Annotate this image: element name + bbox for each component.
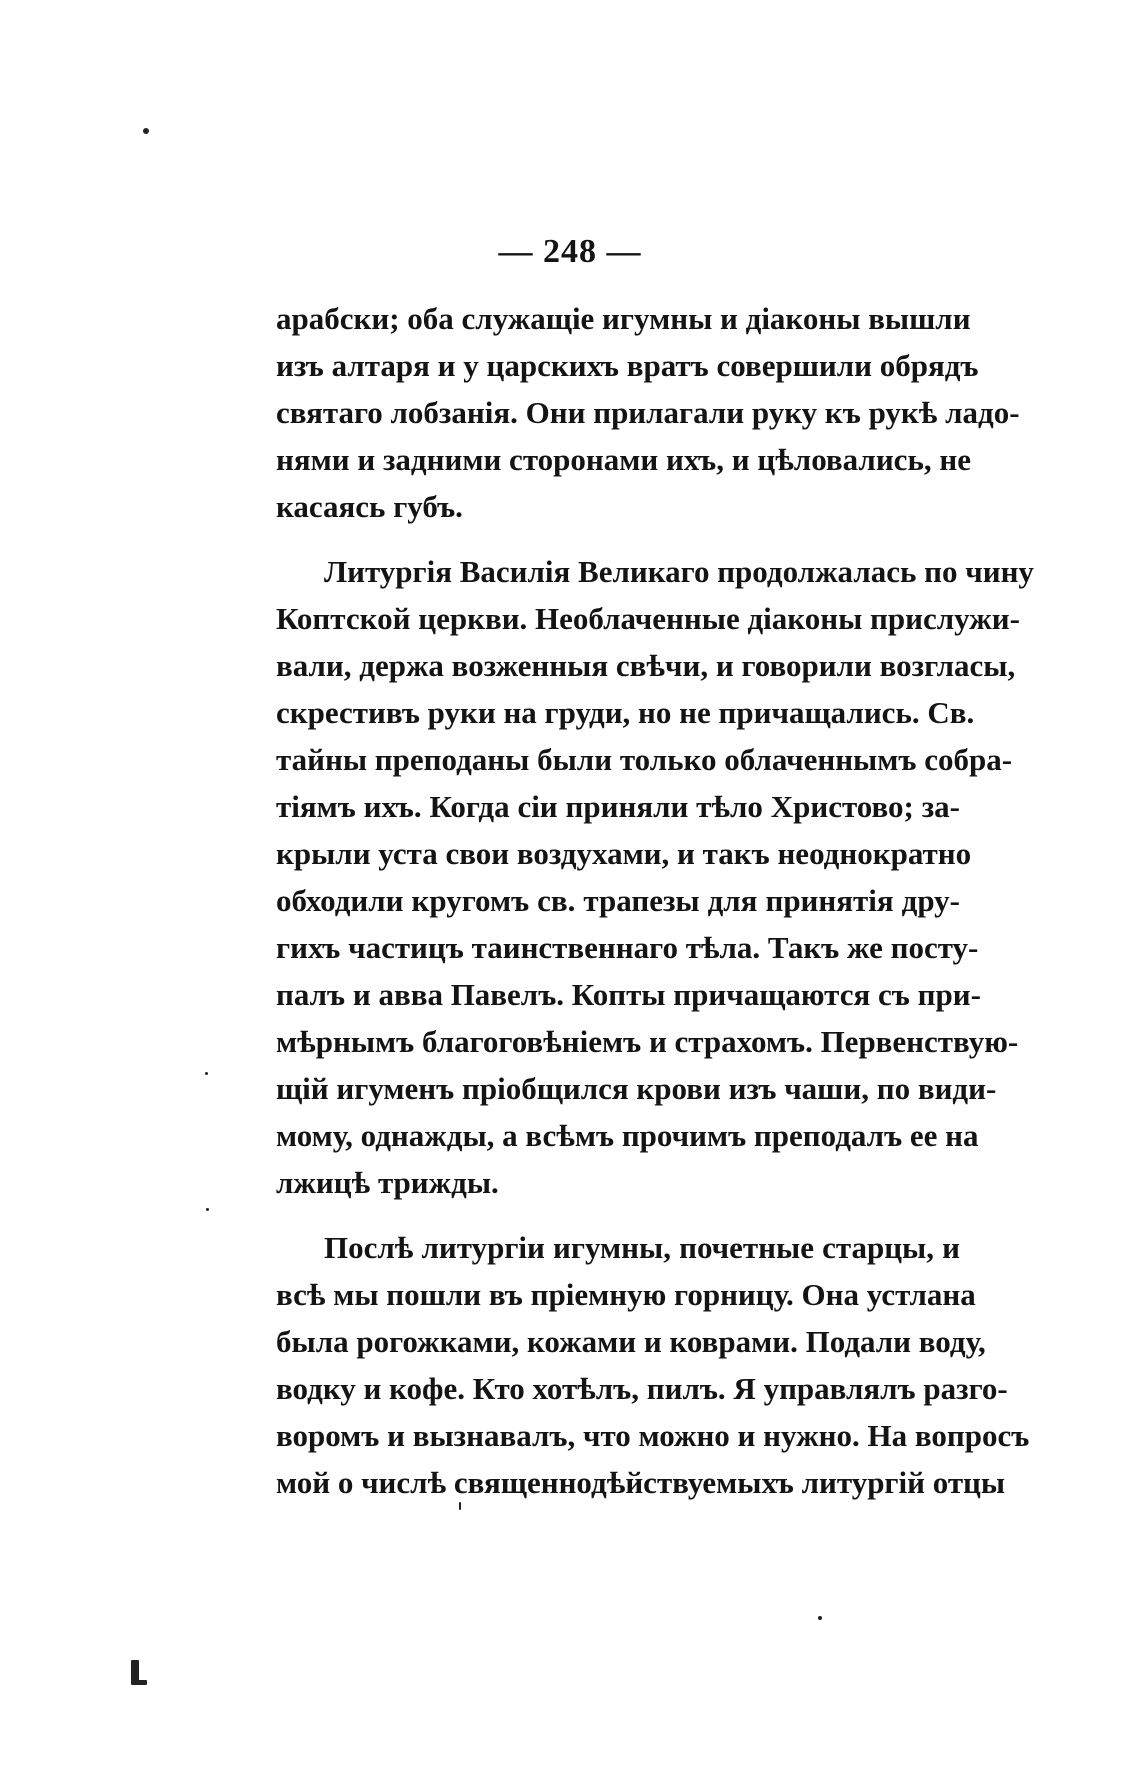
scan-speck [206,1208,209,1211]
paragraph-gap [276,530,960,548]
paragraph-1 [276,295,1020,530]
text-line: тайны преподаны были только облаченнымъ собра- [276,742,1013,777]
page-number: — 248 — [498,233,642,270]
paragraph-2 [276,548,1034,1206]
scan-speck [818,1616,822,1620]
text-line: изъ алтаря и у царскихъ вратъ совершили обрядъ [276,348,979,383]
text-line: Литургія Василія Великаго продолжалась по чину [324,554,1034,589]
scan-speck [205,1072,208,1075]
text-line: арабски; оба служащіе игумны и діаконы вышли [276,301,971,336]
text-line: воромъ и вызнавалъ, что можно и нужно. На вопросъ [276,1418,1030,1453]
text-line: крыли уста свои воздухами, и такъ неоднократно [276,836,972,871]
text-line: святаго лобзанія. Они прилагали руку къ рукѣ ладо- [276,395,1020,430]
text-line: нями и задними сторонами ихъ, и цѣловались, не [276,442,971,477]
text-line: мому, однажды, а всѣмъ прочимъ преподалъ ее на [276,1118,979,1153]
text-line: лжицѣ трижды. [276,1165,499,1200]
scan-speck [459,1502,461,1510]
text-line: мой о числѣ священнодѣйствуемыхъ литургій отцы [276,1465,1006,1500]
body-text [276,295,1034,1506]
text-line: гихъ частицъ таинственнаго тѣла. Такъ же посту- [276,930,979,965]
text-line: касаясь губъ. [276,489,463,524]
text-line: всѣ мы пошли въ пріемную горницу. Она устлана [276,1277,976,1312]
text-line: скрестивъ руки на груди, но не причащались. Св. [276,695,975,730]
text-line: палъ и авва Павелъ. Копты причащаются съ при- [276,977,981,1012]
text-line: Послѣ литургіи игумны, почетные старцы, и [324,1230,960,1265]
text-line: мѣрнымъ благоговѣніемъ и страхомъ. Первенствую- [276,1024,1019,1059]
text-line: щій игуменъ пріобщился крови изъ чаши, по види- [276,1071,997,1106]
text-line: тіямъ ихъ. Когда сіи приняли тѣло Христово; за- [276,789,960,824]
text-line: была рогожками, кожами и коврами. Подали воду, [276,1324,986,1359]
scan-speck [143,128,149,134]
text-line: вали, держа возженныя свѣчи, и говорили возгласы, [276,648,1016,683]
paragraph-gap [276,1206,960,1224]
paragraph-3 [276,1224,1030,1506]
text-line: Коптской церкви. Необлаченные діаконы прислужи- [276,601,1020,636]
scan-speck [131,1680,147,1685]
text-line: водку и кофе. Кто хотѣлъ, пилъ. Я управлялъ разго- [276,1371,1008,1406]
text-line: обходили кругомъ св. трапезы для принятія дру- [276,883,960,918]
